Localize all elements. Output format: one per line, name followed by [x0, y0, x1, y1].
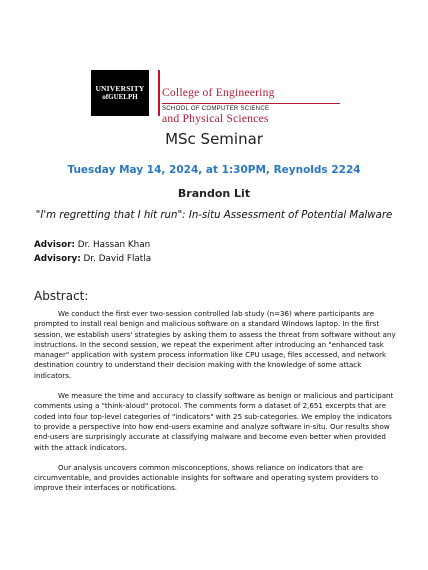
university-logo: [91, 70, 149, 116]
abstract-paragraph-2: We measure the time and accuracy to classify software as benign or malicious and participant comments using a "think-aloud" protocol. The comments form a dataset of 2,651 excerpts that are coded into four top-level categories of "indicators" with 25 sub-categories. We employ the indicators to provide a perspective into how end-users examine and analyze software in-situ. Our results show end-users are surprisingly accurate at classifying malware and become even better when provided with the attack indicators.: [34, 391, 394, 452]
university-logo-line2: ofGUELPH: [102, 93, 138, 101]
college-name-line2: and Physical Sciences: [162, 112, 269, 125]
advisor-name: Dr. Hassan Khan: [75, 240, 151, 250]
advisor-row: [34, 240, 150, 250]
talk-title: "I'm regretting that I hit run": In-situ Assessment of Potential Malware: [35, 210, 393, 221]
event-datetime: Tuesday May 14, 2024, at 1:30PM, Reynolds 2224: [67, 164, 361, 176]
speaker-name: Brandon Lit: [177, 187, 251, 200]
advisory-row: [34, 254, 151, 264]
abstract-paragraph-3: Our analysis uncovers common misconceptions, shows reliance on indicators that are circumventable, and provides actionable insights for software and operating system providers to improve their interfaces or notifications.: [34, 462, 379, 493]
college-name-line1: College of Engineering: [162, 86, 275, 99]
abstract-heading: Abstract:: [34, 289, 89, 303]
seminar-title: MSc Seminar: [165, 130, 263, 148]
abstract-body: [34, 309, 398, 504]
advisory-name: Dr. David Flatla: [80, 254, 152, 264]
abstract-paragraph-1: We conduct the first ever two-session controlled lab study (n=36) where participants are prompted to install real benign and malicious software on a standard Windows laptop. In the first session, we establish users' strategies by asking them to assess the threat from software without any instructions. In the second session, we repeat the experiment after introducing an "enhanced task manager" application with system process information like CPU usage, files accessed, and network destination country to understand their decision making with the knowledge of some attack indicators.: [34, 309, 396, 380]
advisory-label: Advisory:: [34, 254, 81, 264]
university-logo-line1: UNIVERSITY: [95, 84, 145, 93]
logo-divider: [158, 70, 160, 116]
school-name: SCHOOL OF COMPUTER SCIENCE: [162, 103, 340, 112]
advisor-label: Advisor:: [34, 240, 75, 250]
